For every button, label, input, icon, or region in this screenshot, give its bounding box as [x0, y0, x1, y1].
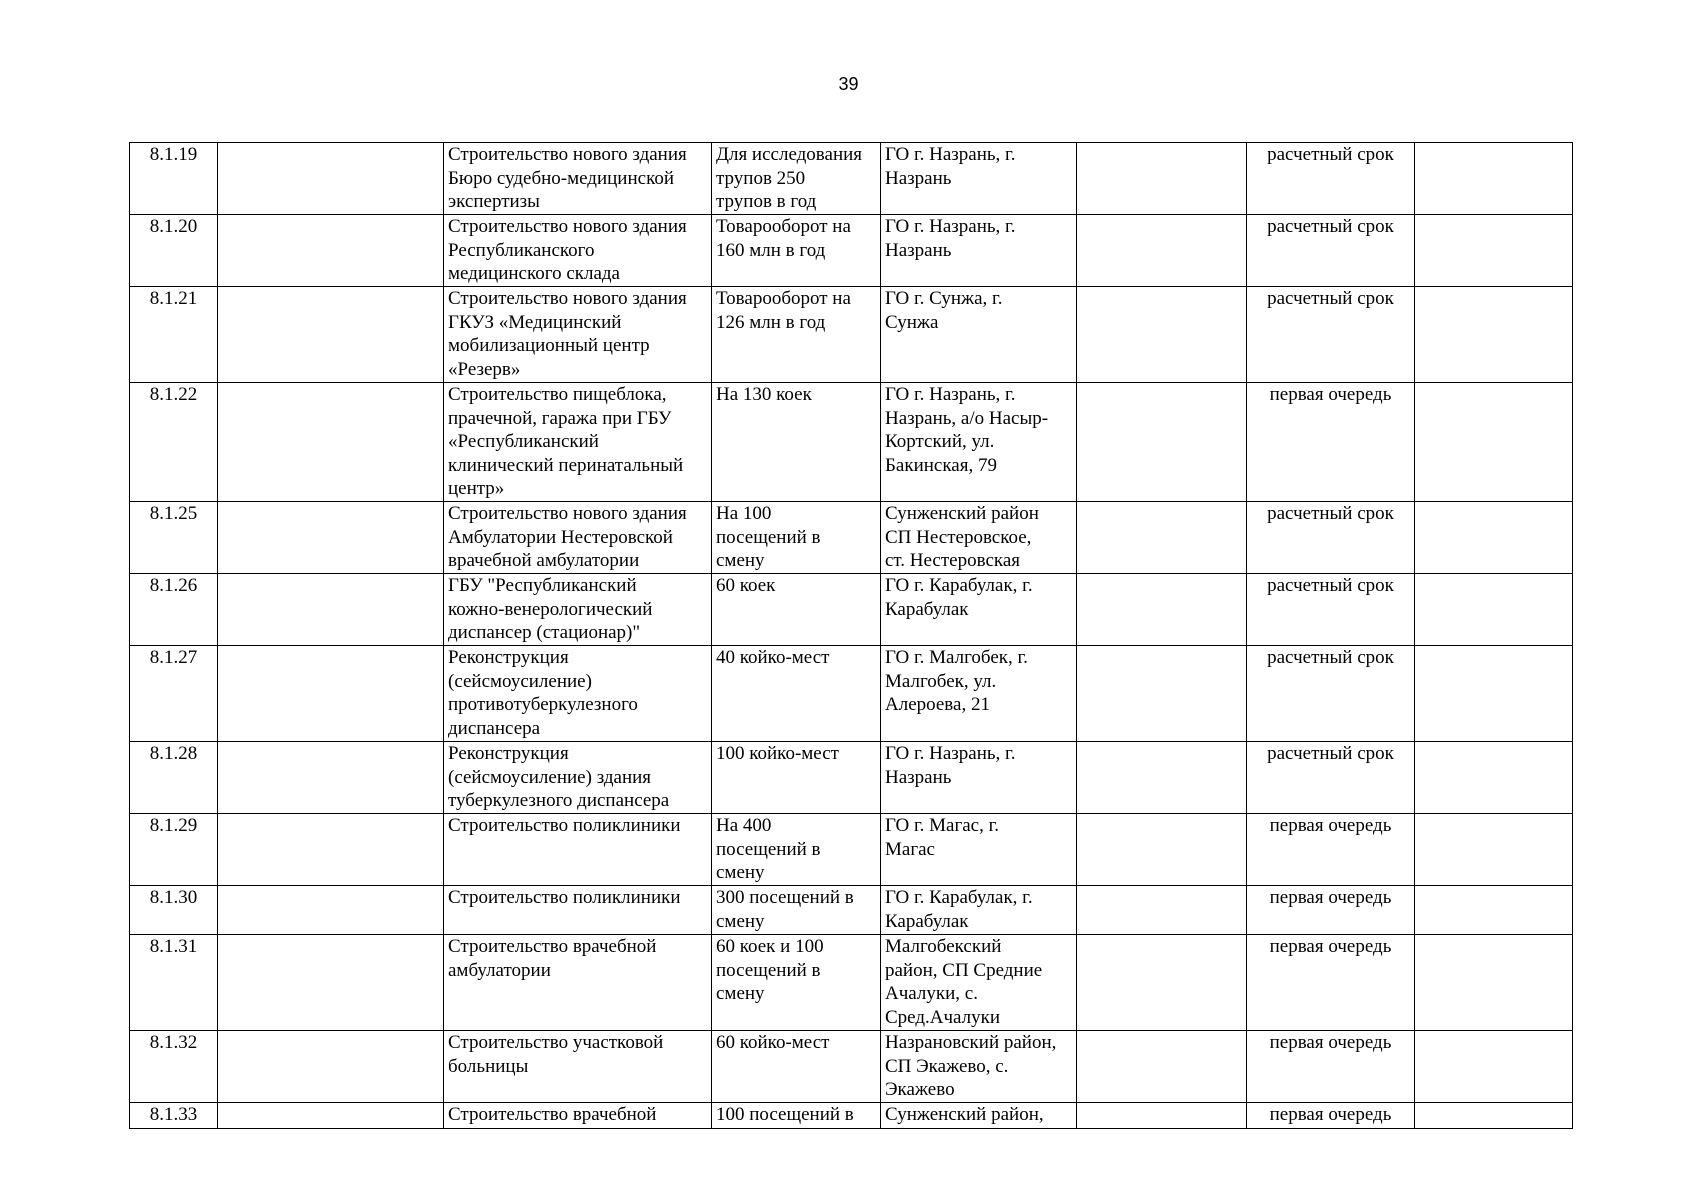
facility-name-cell: Строительство нового здания Республиканского медицинского склада	[444, 215, 712, 287]
location-cell: ГО г. Карабулак, г. Карабулак	[881, 886, 1077, 935]
capacity-cell: 60 койко-мест	[712, 1031, 881, 1103]
table-row	[130, 574, 1573, 646]
facility-name-cell: ГБУ "Республиканский кожно-венерологический диспансер (стационар)"	[444, 574, 712, 646]
implementation-period-cell: первая очередь	[1247, 935, 1415, 1031]
facility-name-cell: Строительство пищеблока, прачечной, гаража при ГБУ «Республиканский клинический перинатальный центр»	[444, 383, 712, 502]
location-cell: ГО г. Магас, г. Магас	[881, 814, 1077, 886]
location-cell: ГО г. Назрань, г. Назрань	[881, 143, 1077, 215]
implementation-period-cell: расчетный срок	[1247, 143, 1415, 215]
blank-cell	[1077, 143, 1247, 215]
capacity-cell: Для исследования трупов 250 трупов в год	[712, 143, 881, 215]
location-cell: Сунженский район,	[881, 1103, 1077, 1129]
location-cell: ГО г. Назрань, г. Назрань	[881, 215, 1077, 287]
capacity-cell: 60 коек и 100 посещений в смену	[712, 935, 881, 1031]
item-number-cell: 8.1.28	[130, 742, 218, 814]
implementation-period-cell: расчетный срок	[1247, 574, 1415, 646]
blank-cell	[218, 502, 444, 574]
blank-cell	[218, 143, 444, 215]
item-number-cell: 8.1.32	[130, 1031, 218, 1103]
blank-cell	[1415, 1103, 1573, 1129]
facility-name-cell: Строительство врачебной амбулатории	[444, 935, 712, 1031]
blank-cell	[1077, 215, 1247, 287]
blank-cell	[1415, 1031, 1573, 1103]
blank-cell	[1077, 502, 1247, 574]
implementation-period-cell: расчетный срок	[1247, 502, 1415, 574]
facility-name-cell: Реконструкция (сейсмоусиление) здания туберкулезного диспансера	[444, 742, 712, 814]
table-row	[130, 646, 1573, 742]
blank-cell	[1415, 383, 1573, 502]
blank-cell	[1415, 287, 1573, 383]
item-number-cell: 8.1.21	[130, 287, 218, 383]
implementation-period-cell: первая очередь	[1247, 1031, 1415, 1103]
blank-cell	[1077, 574, 1247, 646]
blank-cell	[1077, 742, 1247, 814]
capacity-cell: На 400 посещений в смену	[712, 814, 881, 886]
item-number-cell: 8.1.20	[130, 215, 218, 287]
facility-name-cell: Строительство нового здания ГКУЗ «Медицинский мобилизационный центр «Резерв»	[444, 287, 712, 383]
blank-cell	[1415, 646, 1573, 742]
location-cell: ГО г. Малгобек, г. Малгобек, ул. Алероева, 21	[881, 646, 1077, 742]
blank-cell	[218, 886, 444, 935]
blank-cell	[1077, 383, 1247, 502]
blank-cell	[1077, 1031, 1247, 1103]
item-number-cell: 8.1.33	[130, 1103, 218, 1129]
capacity-cell: 300 посещений в смену	[712, 886, 881, 935]
capacity-cell: 100 посещений в	[712, 1103, 881, 1129]
item-number-cell: 8.1.27	[130, 646, 218, 742]
capacity-cell: На 100 посещений в смену	[712, 502, 881, 574]
implementation-period-cell: первая очередь	[1247, 886, 1415, 935]
facility-name-cell: Строительство нового здания Амбулатории Нестеровской врачебной амбулатории	[444, 502, 712, 574]
blank-cell	[1077, 646, 1247, 742]
blank-cell	[218, 1103, 444, 1129]
blank-cell	[218, 814, 444, 886]
table-row	[130, 886, 1573, 935]
capacity-cell: 60 коек	[712, 574, 881, 646]
blank-cell	[1415, 742, 1573, 814]
facilities-table	[129, 142, 1573, 1129]
blank-cell	[218, 383, 444, 502]
table-row	[130, 502, 1573, 574]
blank-cell	[218, 1031, 444, 1103]
table-row	[130, 814, 1573, 886]
location-cell: ГО г. Карабулак, г. Карабулак	[881, 574, 1077, 646]
facility-name-cell: Строительство поликлиники	[444, 814, 712, 886]
implementation-period-cell: первая очередь	[1247, 1103, 1415, 1129]
capacity-cell: 40 койко-мест	[712, 646, 881, 742]
capacity-cell: Товарооборот на 160 млн в год	[712, 215, 881, 287]
table-row	[130, 742, 1573, 814]
blank-cell	[1077, 814, 1247, 886]
blank-cell	[218, 215, 444, 287]
table-row	[130, 1031, 1573, 1103]
blank-cell	[1077, 287, 1247, 383]
location-cell: ГО г. Назрань, г. Назрань, а/о Насыр- Кортский, ул. Бакинская, 79	[881, 383, 1077, 502]
implementation-period-cell: расчетный срок	[1247, 215, 1415, 287]
table-row	[130, 1103, 1573, 1129]
implementation-period-cell: расчетный срок	[1247, 287, 1415, 383]
capacity-cell: Товарооборот на 126 млн в год	[712, 287, 881, 383]
location-cell: ГО г. Назрань, г. Назрань	[881, 742, 1077, 814]
blank-cell	[218, 646, 444, 742]
location-cell: ГО г. Сунжа, г. Сунжа	[881, 287, 1077, 383]
item-number-cell: 8.1.29	[130, 814, 218, 886]
blank-cell	[1415, 886, 1573, 935]
facility-name-cell: Строительство поликлиники	[444, 886, 712, 935]
implementation-period-cell: первая очередь	[1247, 383, 1415, 502]
blank-cell	[218, 287, 444, 383]
table-row	[130, 287, 1573, 383]
implementation-period-cell: первая очередь	[1247, 814, 1415, 886]
blank-cell	[1415, 935, 1573, 1031]
item-number-cell: 8.1.19	[130, 143, 218, 215]
location-cell: Малгобекский район, СП Средние Ачалуки, с. Сред.Ачалуки	[881, 935, 1077, 1031]
location-cell: Назрановский район, СП Экажево, с. Экажево	[881, 1031, 1077, 1103]
table-row	[130, 143, 1573, 215]
facility-name-cell: Реконструкция (сейсмоусиление) противотуберкулезного диспансера	[444, 646, 712, 742]
blank-cell	[1415, 502, 1573, 574]
facility-name-cell: Строительство нового здания Бюро судебно-медицинской экспертизы	[444, 143, 712, 215]
table-row	[130, 935, 1573, 1031]
blank-cell	[1415, 215, 1573, 287]
page-number: 39	[838, 74, 859, 94]
capacity-cell: 100 койко-мест	[712, 742, 881, 814]
facility-name-cell: Строительство врачебной	[444, 1103, 712, 1129]
item-number-cell: 8.1.22	[130, 383, 218, 502]
blank-cell	[1415, 574, 1573, 646]
item-number-cell: 8.1.26	[130, 574, 218, 646]
blank-cell	[218, 574, 444, 646]
blank-cell	[1077, 1103, 1247, 1129]
blank-cell	[218, 935, 444, 1031]
blank-cell	[1415, 814, 1573, 886]
blank-cell	[1077, 935, 1247, 1031]
item-number-cell: 8.1.30	[130, 886, 218, 935]
implementation-period-cell: расчетный срок	[1247, 742, 1415, 814]
blank-cell	[218, 742, 444, 814]
item-number-cell: 8.1.25	[130, 502, 218, 574]
implementation-period-cell: расчетный срок	[1247, 646, 1415, 742]
blank-cell	[1415, 143, 1573, 215]
table-row	[130, 215, 1573, 287]
item-number-cell: 8.1.31	[130, 935, 218, 1031]
facility-name-cell: Строительство участковой больницы	[444, 1031, 712, 1103]
table-row	[130, 383, 1573, 502]
location-cell: Сунженский район СП Нестеровское, ст. Нестеровская	[881, 502, 1077, 574]
capacity-cell: На 130 коек	[712, 383, 881, 502]
blank-cell	[1077, 886, 1247, 935]
